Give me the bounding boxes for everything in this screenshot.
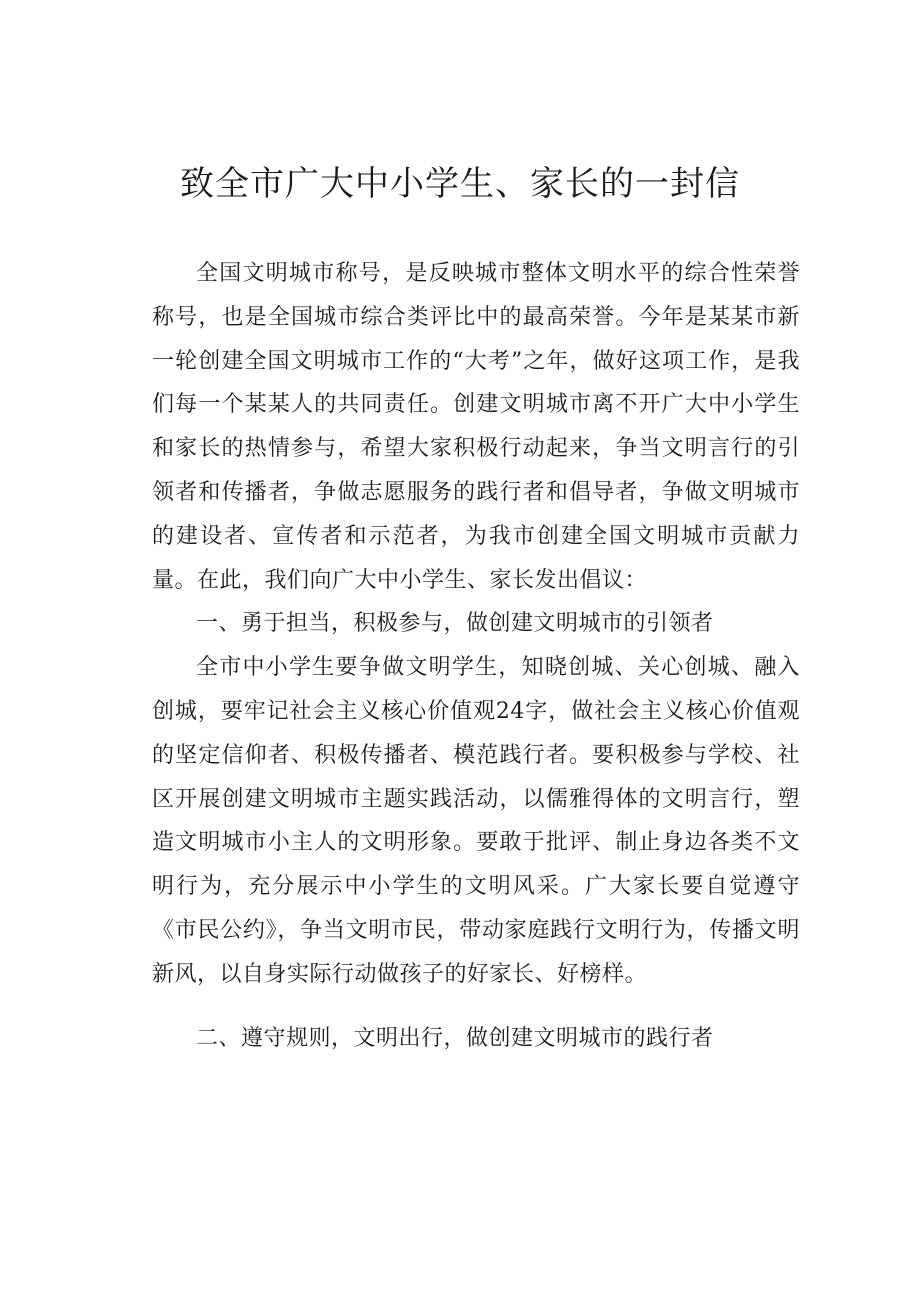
intro-paragraph: 全国文明城市称号，是反映城市整体文明水平的综合性荣誉称号，也是全国城市综合类评比中的最高荣誉。今年是某某市新一轮创建全国文明城市工作的“大考”之年，做好这项工作，是我们每一个某某人的共同责任。创建文明城市离不开广大中小学生和家长的热情参与，希望大家积极行动起来，争当文明言行的引领者和传播者，争做志愿服务的践行者和倡导者，争做文明城市的建设者、宣传者和示范者，为我市创建全国文明城市贡献力量。在此，我们向广大中小学生、家长发出倡议： [152,261,800,593]
document-title: 致全市广大中小学生、家长的一封信 [180,164,740,204]
section-1-paragraph: 全市中小学生要争做文明学生，知晓创城、关心创城、融入创城，要牢记社会主义核心价值观24字，做社会主义核心价值观的坚定信仰者、积极传播者、模范践行者。要积极参与学校、社区开展创建文明城市主题实践活动，以儒雅得体的文明言行，塑造文明城市小主人的文明形象。要敢于批评、制止身边各类不文明行为，充分展示中小学生的文明风采。广大家长要自觉遵守《市民公约》，争当文明市民，带动家庭践行文明行为，传播文明新风，以自身实际行动做孩子的好家长、好榜样。 [152,655,800,987]
section-heading-2: 二、遵守规则，文明出行，做创建文明城市的践行者 [196,1025,714,1051]
section-heading-1: 一、勇于担当，积极参与，做创建文明城市的引领者 [196,611,714,637]
document-body [152,252,800,1060]
